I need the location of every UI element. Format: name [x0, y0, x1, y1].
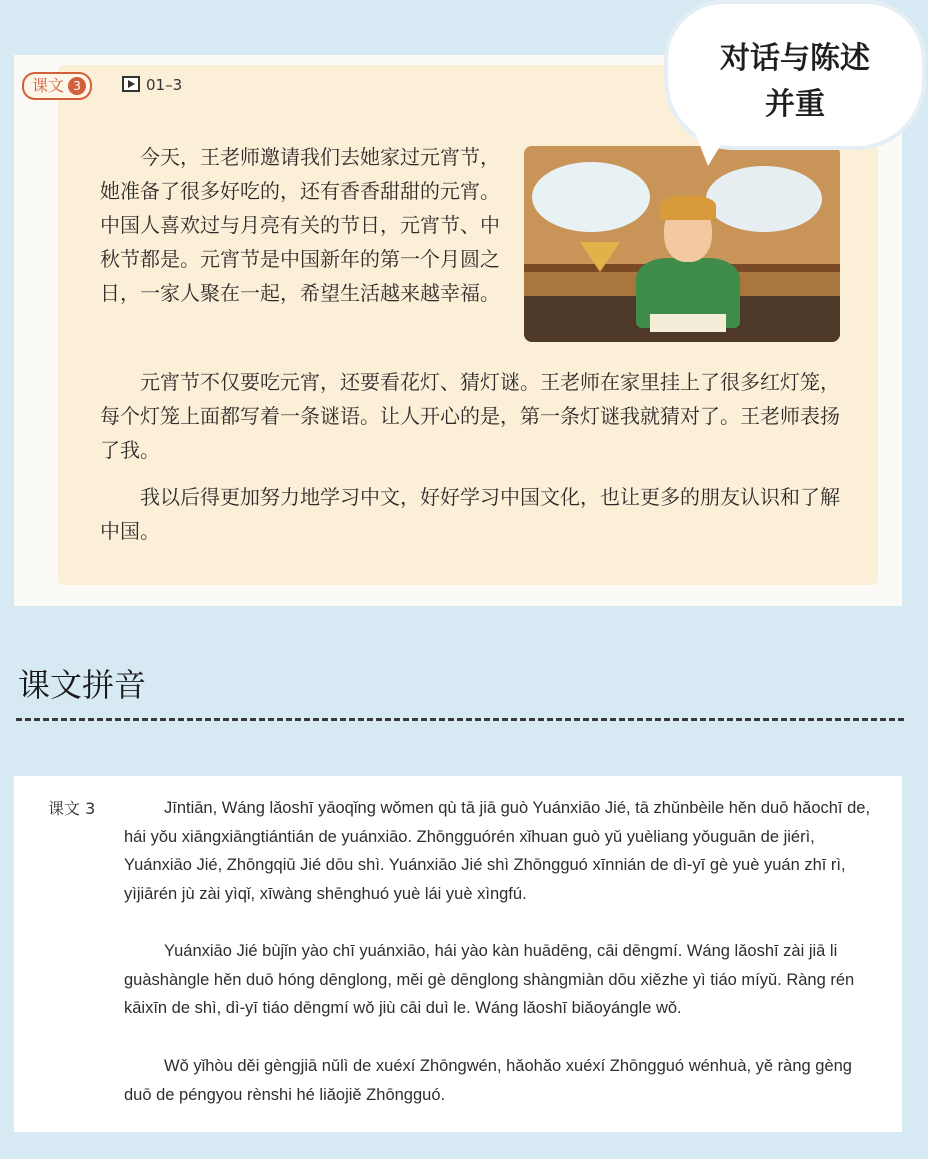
passage-paragraph-1: 今天，王老师邀请我们去她家过元宵节，她准备了很多好吃的，还有香香甜甜的元宵。中国人喜欢过与月亮有关的节日，元宵节、中秋节都是。元宵节是中国新年的第一个月圆之日，一家人聚在一起，希望生活越来越幸福。 [100, 145, 500, 305]
thought-bubble-teacher [532, 162, 650, 232]
thought-bubble-lanterns [706, 166, 822, 232]
dashed-divider [16, 718, 904, 721]
audio-track-icon [122, 76, 140, 92]
lesson-number: 3 [68, 77, 86, 95]
passage-paragraph-3: 我以后得更加努力地学习中文，好好学习中国文化，也让更多的朋友认识和了解中国。 [100, 485, 840, 543]
student-hair [660, 196, 716, 220]
pinyin-paragraph-1: Jīntiān, Wáng lǎoshī yāoqǐng wǒmen qù tā jiā guò Yuánxiāo Jié, tā zhǔnbèile hěn duō hǎochī de, hái yǒu xiāngxiāngtiántián de yuánxiāo. Zhōngguórén xǐhuan guò yǔ yuèliang yǒuguān de jiérì, Yuánxiāo Jié, Zhōngqiū Jié dōu shì. Yuánxiāo Jié shì Zhōngguó xīnnián de dì-yī gè yuè yuán zhī rì, yìjiārén jù zài yìqǐ, xīwàng shēnghuó yuè lái yuè xìngfú. [124, 799, 871, 903]
callout-text: 对话与陈述 并重 [720, 41, 870, 122]
pinyin-lesson-label: 课文 3 [48, 799, 96, 818]
lesson-illustration [524, 146, 840, 342]
pinyin-paragraph-3: Wǒ yǐhòu děi gèngjiā nǔlì de xuéxí Zhōngwén, hǎohǎo xuéxí Zhōngguó wénhuà, yě ràng gèng duō de péngyou rènshi hé liǎojiě Zhōngguó. [124, 1057, 852, 1104]
lesson-tag [22, 72, 92, 100]
lesson-tag-label: 课文 [32, 76, 65, 95]
callout-cloud [664, 0, 926, 150]
open-book [650, 314, 726, 332]
section-title: 课文拼音 [18, 666, 147, 704]
audio-track-number: 01–3 [146, 76, 183, 94]
passage-paragraph-2: 元宵节不仅要吃元宵，还要看花灯、猜灯谜。王老师在家里挂上了很多红灯笼，每个灯笼上面都写着一条谜语。让人开心的是，第一条灯谜我就猜对了。王老师表扬了我。 [100, 370, 840, 462]
pinyin-paragraph-2: Yuánxiāo Jié bùjǐn yào chī yuánxiāo, hái yào kàn huādēng, cāi dēngmí. Wáng lǎoshī zài jiā li guàshàngle hěn duō hóng dēnglong, měi gè dēnglong shàngmiàn dōu xiězhe yì tiáo míyǔ. Ràng rén kāixīn de shì, dì-yī tiáo dēngmí wǒ jiù cāi duì le. Wáng lǎoshī biǎoyángle wǒ. [124, 942, 855, 1017]
desk-lamp [580, 242, 620, 272]
